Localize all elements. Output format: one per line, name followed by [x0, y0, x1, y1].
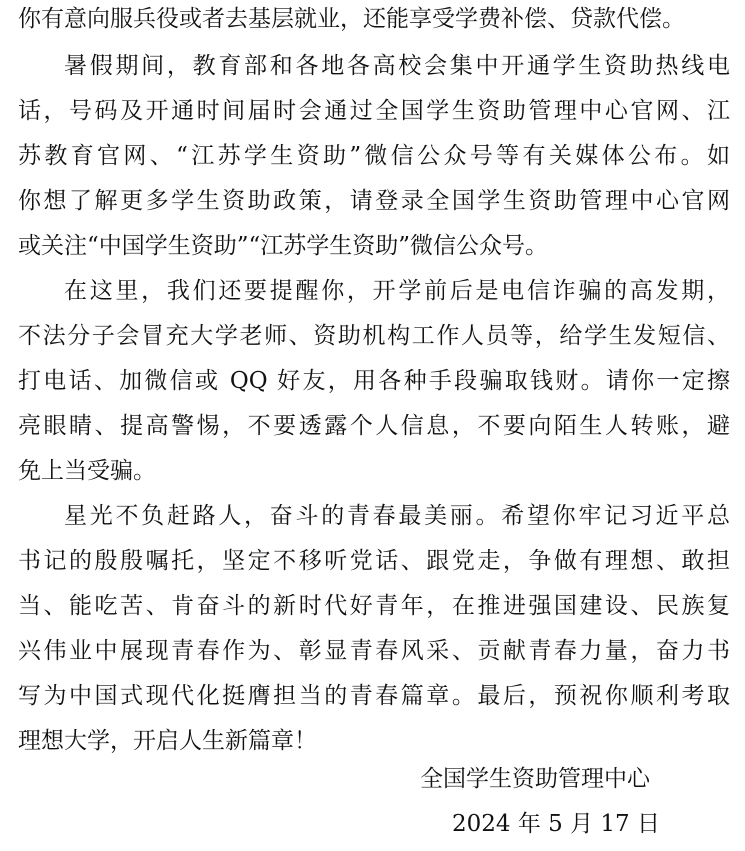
- text-line: 你想了解更多学生资助政策，请登录全国学生资助管理中心官网: [18, 188, 730, 214]
- text-line: 苏教育官网、“江苏学生资助”微信公众号等有关媒体公布。如: [18, 143, 730, 169]
- text-line: 话，号码及开通时间届时会通过全国学生资助管理中心官网、江: [18, 98, 730, 124]
- text-line: 不法分子会冒充大学老师、资助机构工作人员等，给学生发短信、: [18, 323, 730, 349]
- signature-organization: 全国学生资助管理中心: [420, 766, 650, 792]
- text-line: 或关注“中国学生资助”“江苏学生资助”微信公众号。: [18, 233, 549, 259]
- text-line: 亮眼睛、提高警惕，不要透露个人信息，不要向陌生人转账，避: [18, 413, 730, 439]
- text-line: 在这里，我们还要提醒你，开学前后是电信诈骗的高发期，: [64, 278, 730, 304]
- text-line: 星光不负赶路人，奋斗的青春最美丽。希望你牢记习近平总: [64, 503, 730, 529]
- text-line: 兴伟业中展现青春作为、彰显青春风采、贡献青春力量，奋力书: [18, 638, 730, 664]
- text-line: 免上当受骗。: [18, 458, 156, 484]
- text-line: 理想大学，开启人生新篇章！: [18, 728, 317, 754]
- signature-date: 2024 年 5 月 17 日: [452, 811, 660, 837]
- text-line: 你有意向服兵役或者去基层就业，还能享受学费补偿、贷款代偿。: [18, 6, 685, 32]
- text-line: 暑假期间，教育部和各地各高校会集中开通学生资助热线电: [64, 53, 730, 79]
- text-line: 打电话、加微信或 QQ 好友，用各种手段骗取钱财。请你一定擦: [18, 368, 730, 394]
- text-line: 写为中国式现代化挺膺担当的青春篇章。最后，预祝你顺利考取: [18, 683, 730, 709]
- text-line: 书记的殷殷嘱托，坚定不移听党话、跟党走，争做有理想、敢担: [18, 548, 730, 574]
- text-line: 当、能吃苦、肯奋斗的新时代好青年，在推进强国建设、民族复: [18, 593, 730, 619]
